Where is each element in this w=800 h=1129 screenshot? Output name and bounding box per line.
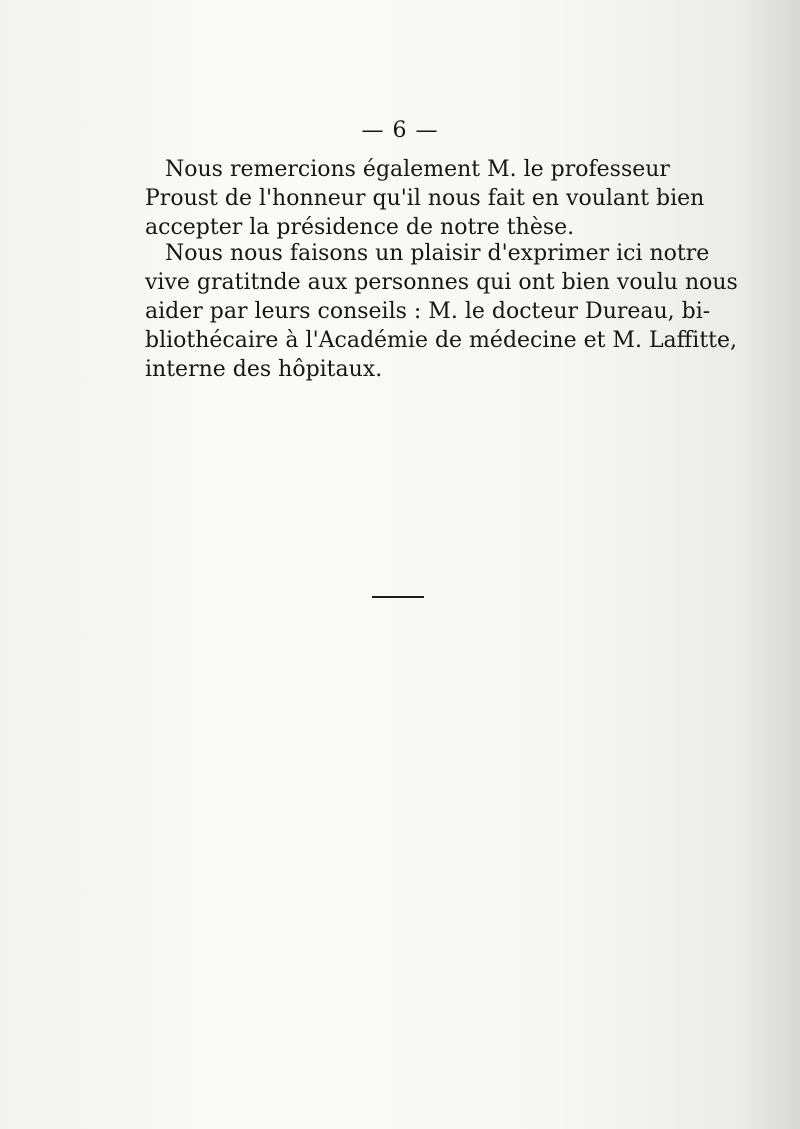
section-divider-rule [372, 596, 424, 598]
text-line: vive gratitnde aux personnes qui ont bien voulu nous [145, 270, 738, 295]
text-line: Nous nous faisons un plaisir d'exprimer ici notre [165, 241, 710, 266]
paragraph-acknowledgement-professor [145, 155, 705, 242]
page-number: — 6 — [361, 118, 439, 143]
text-line: interne des hôpitaux. [145, 357, 383, 382]
text-line: Proust de l'honneur qu'il nous fait en voulant bien [145, 186, 705, 211]
page-edge-shadow [740, 0, 800, 1129]
text-line: Nous remercions également M. le professeur [165, 157, 670, 182]
paragraph-acknowledgement-advisors [145, 239, 738, 384]
text-line: aider par leurs conseils : M. le docteur Dureau, bi- [145, 299, 711, 324]
text-line: accepter la présidence de notre thèse. [145, 215, 575, 240]
text-line: bliothécaire à l'Académie de médecine et M. Laffitte, [145, 328, 738, 353]
